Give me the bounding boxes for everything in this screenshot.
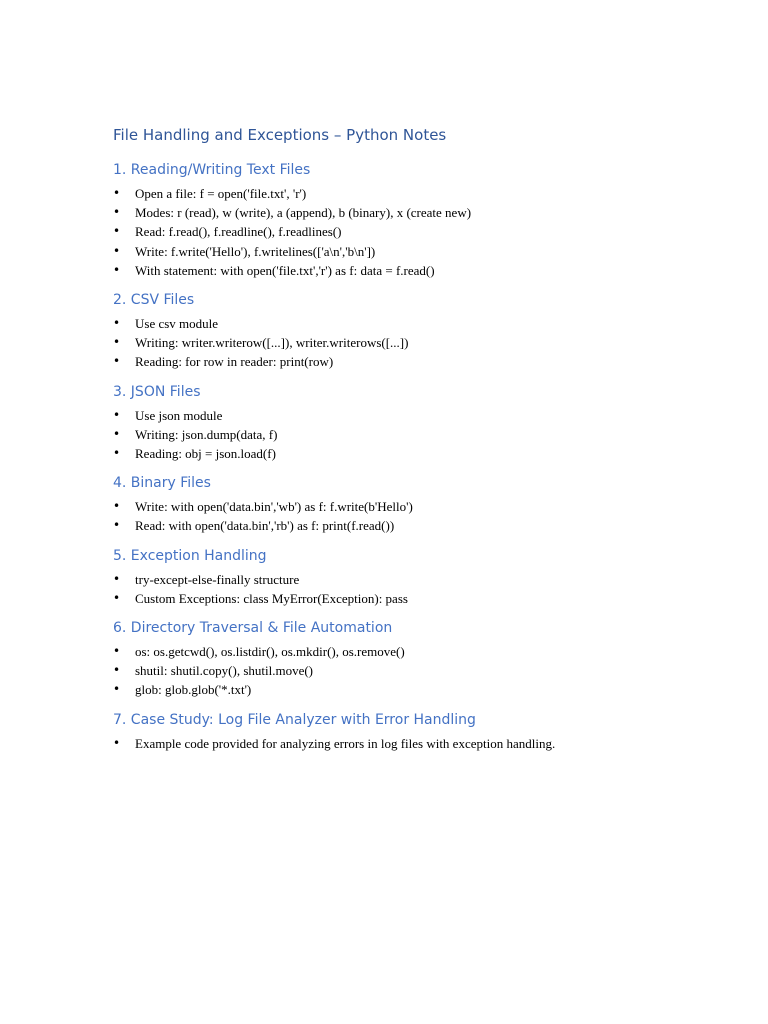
section-directory-traversal xyxy=(113,618,713,700)
list-item-text: Reading: obj = json.load(f) xyxy=(135,446,276,462)
section-heading: 4. Binary Files xyxy=(113,475,211,492)
bullet-list xyxy=(113,184,713,280)
list-item-text: glob: glob.glob('*.txt') xyxy=(135,682,252,698)
bullet-icon: • xyxy=(113,644,121,659)
list-item xyxy=(113,734,713,753)
bullet-icon: • xyxy=(113,518,121,533)
list-item-text: Modes: r (read), w (write), a (append), b (binary), x (create new) xyxy=(135,205,472,221)
list-item-text: shutil: shutil.copy(), shutil.move() xyxy=(135,663,314,679)
section-binary-files xyxy=(113,473,713,535)
bullet-list xyxy=(113,734,713,753)
bullet-icon: • xyxy=(113,590,121,605)
bullet-icon: • xyxy=(113,407,121,422)
bullet-list xyxy=(113,642,713,700)
bullet-icon: • xyxy=(113,663,121,678)
section-heading: 6. Directory Traversal & File Automation xyxy=(113,620,393,637)
list-item-text: Example code provided for analyzing errors in log files with exception handling. xyxy=(135,735,556,751)
list-item xyxy=(113,497,713,516)
bullet-list xyxy=(113,314,713,372)
list-item-text: Reading: for row in reader: print(row) xyxy=(135,354,334,370)
bullet-icon: • xyxy=(113,262,121,277)
list-item-text: Custom Exceptions: class MyError(Exception): pass xyxy=(135,590,408,606)
list-item-text: Writing: json.dump(data, f) xyxy=(135,426,278,442)
list-item-text: With statement: with open('file.txt','r') as f: data = f.read() xyxy=(135,262,435,278)
list-item-text: Open a file: f = open('file.txt', 'r') xyxy=(135,186,307,201)
bullet-list xyxy=(113,406,713,464)
list-item-text: Write: with open('data.bin','wb') as f: f.write(b'Hello') xyxy=(135,499,413,515)
bullet-list xyxy=(113,570,713,608)
list-item xyxy=(113,314,713,333)
list-item xyxy=(113,661,713,680)
section-heading: 2. CSV Files xyxy=(113,292,195,309)
bullet-icon: • xyxy=(113,735,121,750)
list-item xyxy=(113,444,713,463)
bullet-icon: • xyxy=(113,571,121,586)
document-title: File Handling and Exceptions – Python Notes xyxy=(113,126,447,144)
bullet-list xyxy=(113,497,713,535)
section-heading: 7. Case Study: Log File Analyzer with Error Handling xyxy=(113,711,476,728)
list-item xyxy=(113,589,713,608)
bullet-icon: • xyxy=(113,186,121,200)
bullet-icon: • xyxy=(113,426,121,441)
list-item xyxy=(113,184,713,203)
bullet-icon: • xyxy=(113,446,121,461)
section-case-study xyxy=(113,710,713,753)
list-item-text: Read: f.read(), f.readline(), f.readlines() xyxy=(135,224,342,240)
list-item xyxy=(113,242,713,261)
section-heading: 5. Exception Handling xyxy=(113,547,267,564)
list-item xyxy=(113,203,713,222)
bullet-icon: • xyxy=(113,682,121,697)
list-item xyxy=(113,222,713,241)
bullet-icon: • xyxy=(113,224,121,239)
list-item xyxy=(113,425,713,444)
bullet-icon: • xyxy=(113,354,121,369)
section-heading: 1. Reading/Writing Text Files xyxy=(113,162,311,178)
section-exception-handling xyxy=(113,546,713,608)
bullet-icon: • xyxy=(113,335,121,350)
bullet-icon: • xyxy=(113,243,121,258)
list-item-text: try-except-else-finally structure xyxy=(135,571,300,587)
list-item xyxy=(113,516,713,535)
list-item xyxy=(113,570,713,589)
list-item xyxy=(113,261,713,280)
list-item-text: Writing: writer.writerow([...]), writer.writerows([...]) xyxy=(135,335,409,351)
list-item xyxy=(113,352,713,371)
section-reading-writing-text-files xyxy=(113,160,713,280)
bullet-icon: • xyxy=(113,499,121,514)
list-item-text: Write: f.write('Hello'), f.writelines(['a\n','b\n']) xyxy=(135,243,376,259)
document-content xyxy=(113,124,713,763)
section-csv-files xyxy=(113,290,713,372)
bullet-icon: • xyxy=(113,205,121,220)
section-json-files xyxy=(113,382,713,464)
bullet-icon: • xyxy=(113,316,121,331)
list-item xyxy=(113,642,713,661)
list-item xyxy=(113,406,713,425)
list-item-text: Use csv module xyxy=(135,316,219,332)
list-item xyxy=(113,680,713,699)
list-item xyxy=(113,333,713,352)
section-heading: 3. JSON Files xyxy=(113,383,201,400)
list-item-text: Use json module xyxy=(135,407,223,423)
list-item-text: os: os.getcwd(), os.listdir(), os.mkdir(), os.remove() xyxy=(135,644,405,660)
list-item-text: Read: with open('data.bin','rb') as f: print(f.read()) xyxy=(135,518,395,534)
